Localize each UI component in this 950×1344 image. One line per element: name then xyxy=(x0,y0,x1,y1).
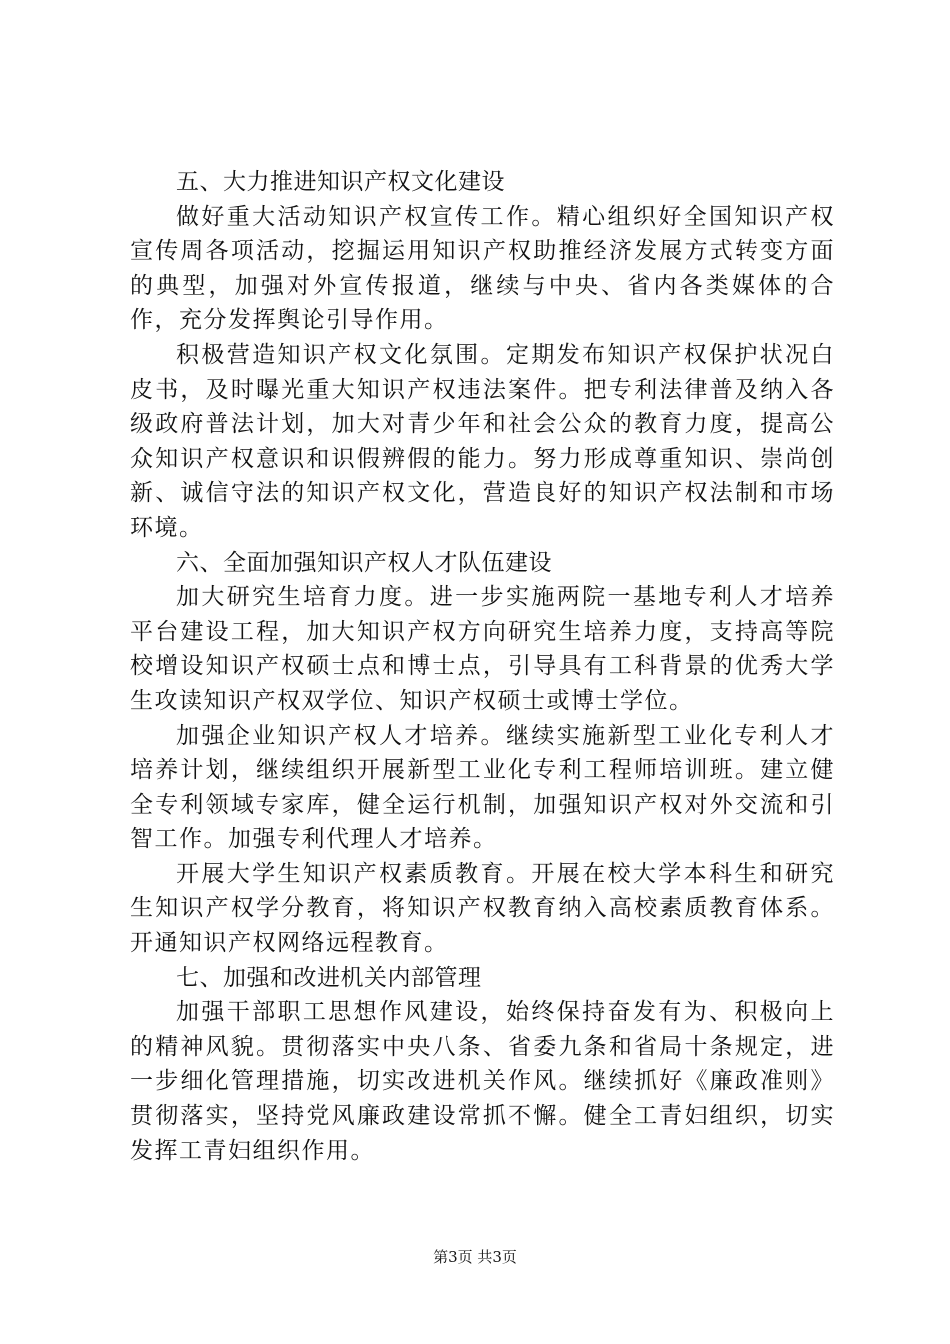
page-number-footer: 第3页 共3页 xyxy=(433,1248,517,1266)
body-paragraph: 积极营造知识产权文化氛围。定期发布知识产权保护状况白皮书，及时曝光重大知识产权违法案件。把专利法律普及纳入各级政府普法计划，加大对青少年和社会公众的教育力度，提高公众知识产权意识和识假辨假的能力。努力形成尊重知识、崇尚创新、诚信守法的知识产权文化，营造良好的知识产权法制和市场环境。 xyxy=(130,341,835,541)
body-paragraph: 加强干部职工思想作风建设，始终保持奋发有为、积极向上的精神风貌。贯彻落实中央八条、省委九条和省局十条规定，进一步细化管理措施，切实改进机关作风。继续抓好《廉政准则》贯彻落实，坚持党风廉政建设常抓不懈。健全工青妇组织，切实发挥工青妇组织作用。 xyxy=(130,999,835,1164)
body-paragraph: 加强企业知识产权人才培养。继续实施新型工业化专利人才培养计划，继续组织开展新型工业化专利工程师培训班。建立健全专利领域专家库，健全运行机制，加强知识产权对外交流和引智工作。加强专利代理人才培养。 xyxy=(130,722,835,853)
document-body xyxy=(130,165,835,1168)
body-paragraph: 开展大学生知识产权素质教育。开展在校大学本科生和研究生知识产权学分教育，将知识产权教育纳入高校素质教育体系。开通知识产权网络远程教育。 xyxy=(130,860,835,957)
section-heading-7: 七、加强和改进机关内部管理 xyxy=(176,964,482,991)
body-paragraph: 做好重大活动知识产权宣传工作。精心组织好全国知识产权宣传周各项活动，挖掘运用知识产权助推经济发展方式转变方面的典型，加强对外宣传报道，继续与中央、省内各类媒体的合作，充分发挥舆论引导作用。 xyxy=(130,203,835,334)
section-heading-6: 六、全面加强知识产权人才队伍建设 xyxy=(176,549,552,576)
section-heading-5: 五、大力推进知识产权文化建设 xyxy=(176,169,505,195)
body-paragraph: 加大研究生培育力度。进一步实施两院一基地专利人才培养平台建设工程，加大知识产权方向研究生培养力度，支持高等院校增设知识产权硕士点和博士点，引导具有工科背景的优秀大学生攻读知识产权双学位、知识产权硕士或博士学位。 xyxy=(130,584,835,714)
